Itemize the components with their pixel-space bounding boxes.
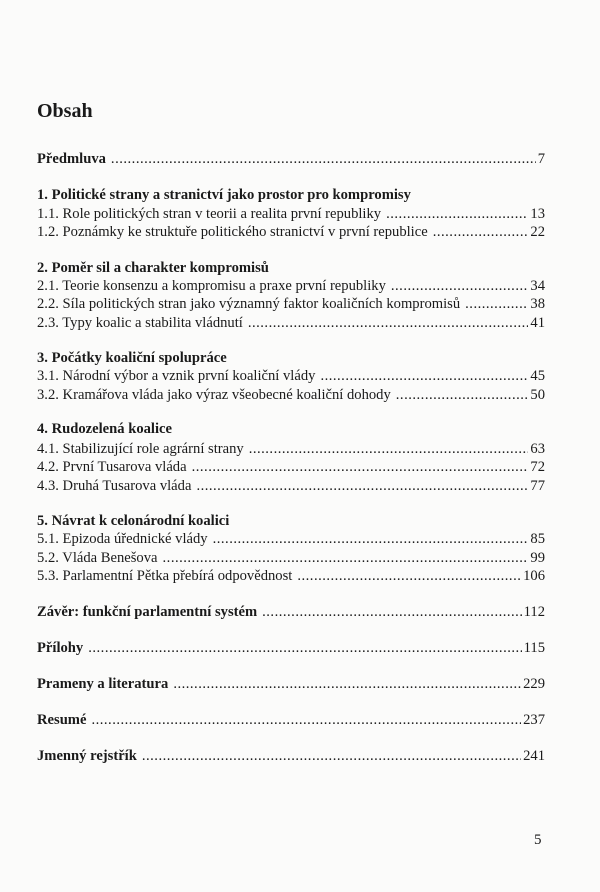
toc-entry-preface: [37, 150, 545, 168]
chapter-heading-2: 2. Poměr sil a charakter kompromisů: [37, 260, 269, 276]
chapter-heading-1: 1. Politické strany a stranictví jako prostor pro kompromisy: [37, 187, 411, 203]
toc-entry-page: 38: [530, 296, 545, 312]
toc-entry-sources: [37, 675, 545, 693]
toc-entry-page: 72: [530, 459, 545, 475]
toc-entry-page: 241: [523, 748, 545, 764]
toc-entry-label: Předmluva: [37, 151, 106, 167]
chapter-heading-3: 3. Počátky koaliční spolupráce: [37, 350, 227, 366]
toc-entry-4-1: [37, 440, 545, 458]
toc-entry-page: 99: [530, 550, 545, 566]
toc-entry-page: 77: [530, 478, 545, 494]
toc-entry-page: 7: [537, 151, 545, 167]
dot-leader: [142, 747, 521, 765]
toc-entry-4-2: [37, 458, 545, 476]
page-title: Obsah: [37, 100, 93, 122]
toc-entry-label: 1.1. Role politických stran v teorii a realita první republiky: [37, 206, 382, 222]
toc-entry-5-3: [37, 567, 545, 585]
dot-leader: [465, 295, 528, 313]
toc-entry-label: 5.2. Vláda Benešova: [37, 550, 158, 566]
dot-leader: [111, 150, 536, 168]
dot-leader: [433, 223, 529, 241]
toc-entry-label: 2.1. Teorie konsenzu a kompromisu a praxe první republiky: [37, 278, 386, 294]
dot-leader: [192, 458, 529, 476]
dot-leader: [320, 367, 528, 385]
toc-entry-2-3: [37, 314, 545, 332]
toc-entry-label: 4.1. Stabilizující role agrární strany: [37, 441, 244, 457]
toc-entry-3-2: [37, 386, 545, 404]
dot-leader: [262, 603, 522, 621]
toc-entry-2-2: [37, 295, 545, 313]
toc-entry-page: 34: [530, 278, 545, 294]
chapter-heading-4: 4. Rudozelená koalice: [37, 421, 172, 437]
dot-leader: [297, 567, 521, 585]
toc-entry-5-1: [37, 530, 545, 548]
dot-leader: [88, 639, 521, 657]
toc-entry-label: 5.1. Epizoda úřednické vlády: [37, 531, 208, 547]
toc-entry-page: 106: [523, 568, 545, 584]
dot-leader: [386, 205, 528, 223]
toc-entry-resume: [37, 711, 545, 729]
toc-entry-label: 4.3. Druhá Tusarova vláda: [37, 478, 192, 494]
toc-entry-name-index: [37, 747, 545, 765]
dot-leader: [249, 440, 529, 458]
dot-leader: [396, 386, 529, 404]
toc-entry-page: 237: [523, 712, 545, 728]
toc-entry-appendices: [37, 639, 545, 657]
dot-leader: [391, 277, 529, 295]
toc-entry-label: 5.3. Parlamentní Pětka přebírá odpovědnost: [37, 568, 293, 584]
toc-entry-label: Závěr: funkční parlamentní systém: [37, 604, 258, 620]
toc-entry-2-1: [37, 277, 545, 295]
toc-entry-page: 41: [530, 315, 545, 331]
dot-leader: [173, 675, 521, 693]
toc-entry-1-1: [37, 205, 545, 223]
dot-leader: [248, 314, 529, 332]
toc-entry-label: 3.1. Národní výbor a vznik první koaliční vlády: [37, 368, 316, 384]
toc-entry-5-2: [37, 549, 545, 567]
toc-entry-page: 63: [530, 441, 545, 457]
toc-entry-label: Resumé: [37, 712, 87, 728]
toc-entry-label: Prameny a literatura: [37, 676, 169, 692]
toc-entry-page: 85: [530, 531, 545, 547]
toc-entry-label: Přílohy: [37, 640, 84, 656]
dot-leader: [91, 711, 521, 729]
toc-entry-4-3: [37, 477, 545, 495]
toc-entry-3-1: [37, 367, 545, 385]
toc-entry-label: 4.2. První Tusarova vláda: [37, 459, 187, 475]
toc-entry-label: Jmenný rejstřík: [37, 748, 137, 764]
toc-entry-page: 13: [530, 206, 545, 222]
toc-entry-conclusion: [37, 603, 545, 621]
toc-entry-page: 45: [530, 368, 545, 384]
page-number: 5: [534, 832, 542, 848]
toc-entry-page: 115: [523, 640, 545, 656]
toc-entry-label: 1.2. Poznámky ke struktuře politického stranictví v první republice: [37, 224, 428, 240]
toc-entry-page: 112: [523, 604, 545, 620]
dot-leader: [163, 549, 529, 567]
dot-leader: [213, 530, 529, 548]
toc-entry-label: 2.3. Typy koalic a stabilita vládnutí: [37, 315, 243, 331]
toc-entry-page: 22: [530, 224, 545, 240]
toc-entry-page: 50: [530, 387, 545, 403]
toc-entry-label: 2.2. Síla politických stran jako významný faktor koaličních kompromisů: [37, 296, 461, 312]
toc-entry-page: 229: [523, 676, 545, 692]
dot-leader: [196, 477, 528, 495]
chapter-heading-5: 5. Návrat k celonárodní koalici: [37, 513, 230, 529]
toc-entry-1-2: [37, 223, 545, 241]
toc-entry-label: 3.2. Kramářova vláda jako výraz všeobecné koaliční dohody: [37, 387, 391, 403]
